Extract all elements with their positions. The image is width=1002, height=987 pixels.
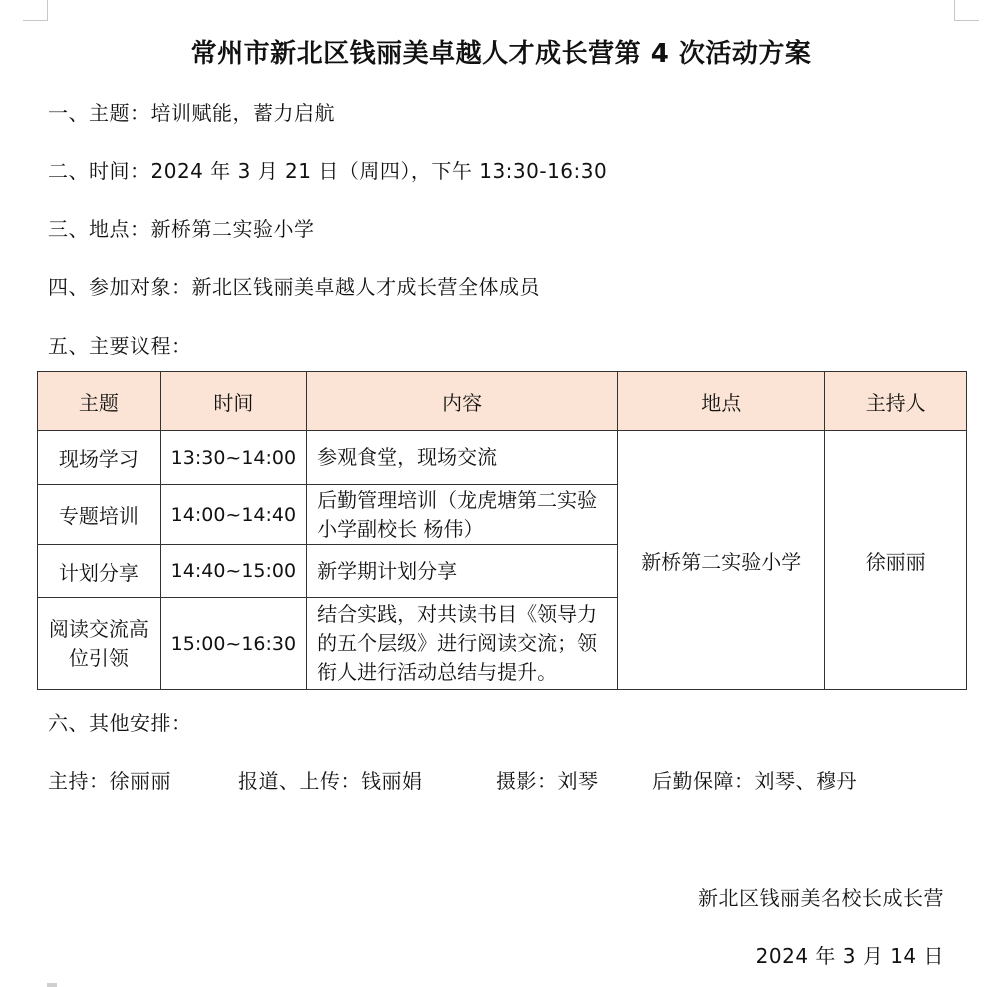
header-content: 内容 xyxy=(307,372,618,431)
header-location: 地点 xyxy=(618,372,825,431)
other-arrangements-heading: 六、其他安排： xyxy=(48,711,192,735)
table-header-row xyxy=(38,372,967,431)
time-line: 二、时间：2024 年 3 月 21 日（周四），下午 13:30-16:30 xyxy=(48,159,608,183)
row-time: 13:30~14:00 xyxy=(160,431,306,485)
agenda-heading: 五、主要议程： xyxy=(48,334,192,358)
footer-date: 2024 年 3 月 14 日 xyxy=(755,944,944,968)
row-content: 后勤管理培训（龙虎塘第二实验小学副校长 杨伟） xyxy=(307,485,618,545)
agenda-table xyxy=(37,371,967,690)
page-corner-mark-top-right xyxy=(954,0,979,21)
page-corner-mark-top-left xyxy=(23,0,48,21)
row-topic: 专题培训 xyxy=(38,485,161,545)
header-time: 时间 xyxy=(160,372,306,431)
row-time: 15:00~16:30 xyxy=(160,598,306,690)
location-cell: 新桥第二实验小学 xyxy=(618,431,825,690)
document-title: 常州市新北区钱丽美卓越人才成长营第 4 次活动方案 xyxy=(190,39,812,69)
arrangement-logistics: 后勤保障：刘琴、穆丹 xyxy=(652,769,857,793)
page-marker xyxy=(47,983,57,987)
footer-organizer: 新北区钱丽美名校长成长营 xyxy=(698,886,944,910)
header-host: 主持人 xyxy=(825,372,967,431)
theme-line: 一、主题：培训赋能，蓄力启航 xyxy=(48,101,335,125)
table-row xyxy=(38,431,967,485)
arrangement-report: 报道、上传：钱丽娟 xyxy=(238,769,423,793)
row-time: 14:00~14:40 xyxy=(160,485,306,545)
row-topic: 阅读交流高位引领 xyxy=(38,598,161,690)
row-content: 参观食堂，现场交流 xyxy=(307,431,618,485)
host-cell: 徐丽丽 xyxy=(825,431,967,690)
participants-line: 四、参加对象：新北区钱丽美卓越人才成长营全体成员 xyxy=(48,275,540,299)
arrangement-photo: 摄影：刘琴 xyxy=(496,769,599,793)
arrangement-host: 主持：徐丽丽 xyxy=(48,769,171,793)
row-time: 14:40~15:00 xyxy=(160,545,306,598)
header-topic: 主题 xyxy=(38,372,161,431)
row-content: 新学期计划分享 xyxy=(307,545,618,598)
place-line: 三、地点：新桥第二实验小学 xyxy=(48,217,315,241)
row-topic: 现场学习 xyxy=(38,431,161,485)
row-topic: 计划分享 xyxy=(38,545,161,598)
row-content: 结合实践，对共读书目《领导力的五个层级》进行阅读交流；领衔人进行活动总结与提升。 xyxy=(307,598,618,690)
